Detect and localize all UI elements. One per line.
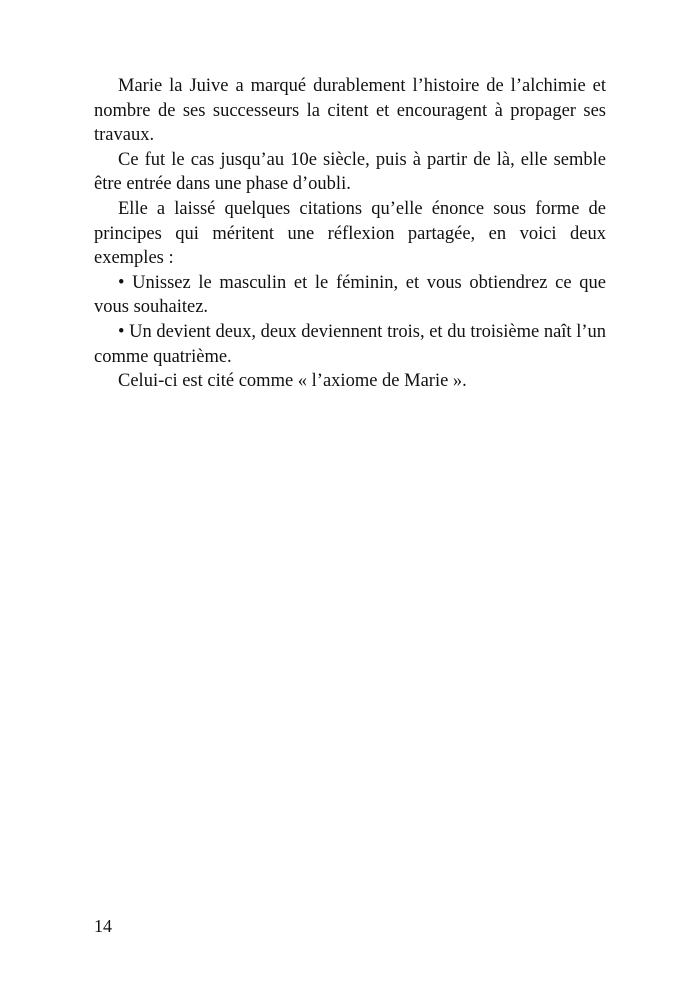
bullet-quote-one: • Unissez le masculin et le féminin, et vous obtiendrez ce que vous souhaitez.: [94, 272, 606, 318]
paragraph-axiom: Celui-ci est cité comme « l’axiome de Marie ».: [118, 371, 467, 392]
page-number: 14: [94, 916, 112, 936]
paragraph-tenth-century: Ce fut le cas jusqu’au 10e siècle, puis à partir de là, elle semble être entrée dans une phase d’oubli.: [94, 149, 606, 195]
body-text: [94, 74, 606, 394]
bullet-quote-two: • Un devient deux, deux deviennent trois, et du troisième naît l’un comme quatrième.: [94, 321, 606, 367]
paragraph-citations: Elle a laissé quelques citations qu’elle énonce sous forme de principes qui méritent une réflexion partagée, en voici deux exemples :: [94, 198, 606, 269]
paragraph-intro: Marie la Juive a marqué durablement l’histoire de l’alchimie et nombre de ses successeurs la citent et encouragent à propager ses travaux.: [94, 76, 606, 146]
